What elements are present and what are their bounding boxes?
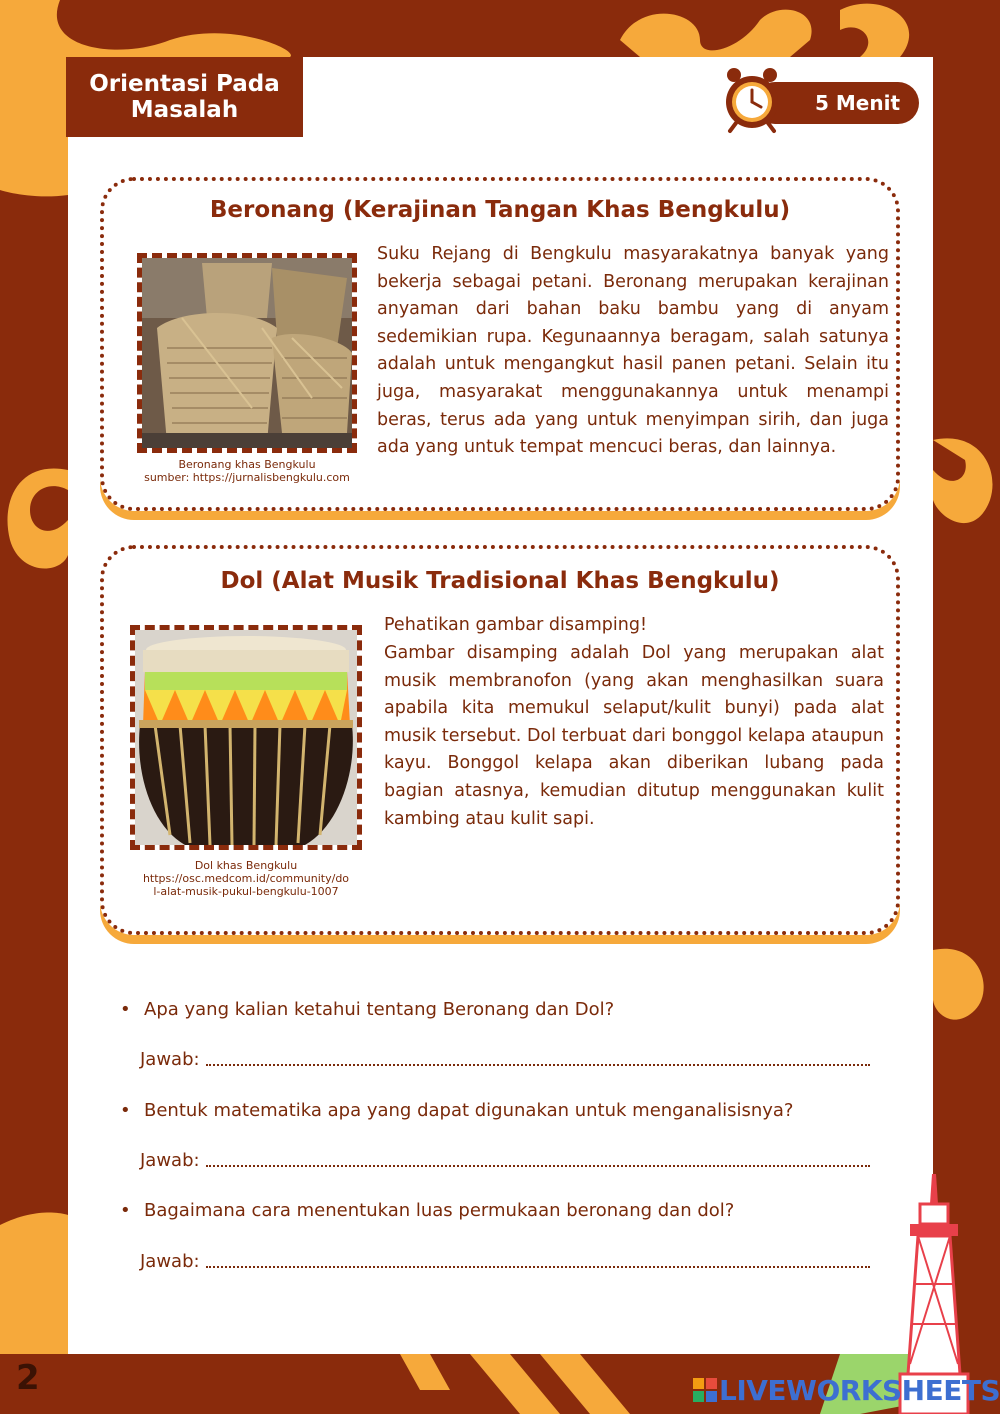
orange-blob-bottom-left (0, 1213, 68, 1355)
beronang-caption-line1: Beronang khas Bengkulu (178, 458, 316, 471)
answer-2-line[interactable] (206, 1153, 870, 1167)
beronang-photo (137, 253, 357, 453)
orange-swirl-top (620, 10, 812, 57)
dol-title: Dol (Alat Musik Tradisional Khas Bengkulu) (220, 568, 780, 594)
page-number: 2 (16, 1358, 40, 1398)
answer-3 (140, 1251, 870, 1272)
woven-basket-image (142, 258, 352, 448)
section-tag-line1: Orientasi Pada (89, 71, 280, 97)
beronang-caption-source: sumber: https://jurnalisbengkulu.com (144, 471, 350, 484)
dol-caption-line1: Dol khas Bengkulu (194, 859, 298, 872)
answer-3-line[interactable] (206, 1254, 870, 1268)
orange-spiral-left (7, 468, 68, 568)
answer-2-label: Jawab: (140, 1150, 200, 1171)
beronang-caption (124, 458, 370, 484)
dol-description: Gambar disamping adalah Dol yang merupakan alat musik membranofon (yang akan menghasilkan suara apabila kita memukul selaput/kulit bunyi) pada alat musik tersebut. Dol terbuat dari bonggol kelapa ataupun kayu. Bonggol kelapa akan diberikan lubang pada bagian atasnya, kemudian ditutup menggunakan kulit kambing atau kulit sapi. (384, 643, 884, 829)
answer-2 (140, 1150, 870, 1171)
answer-3-label: Jawab: (140, 1251, 200, 1272)
section-tag (66, 57, 303, 137)
beronang-description: Suku Rejang di Bengkulu masyarakatnya banyak yang bekerja sebagai petani. Beronang merupakan kerajinan anyaman dari bahan baku bambu yang di anyam sedemikian rupa. Kegunaannya beragam, salah satunya adalah untuk mengangkut hasil panen petani. Selain itu juga, masyarakat menggunakannya untuk menampi beras, terus ada yang untuk menyimpan sirih, dan juga ada yang untuk tempat mencuci beras, dan lainnya. (377, 244, 889, 458)
timer-badge (722, 65, 922, 135)
bullet-icon: • (120, 1200, 131, 1221)
liveworksheets-logo-icon (693, 1378, 717, 1402)
dol-caption-source-1: https://osc.medcom.id/community/do (142, 872, 350, 885)
orange-swirl-right (933, 438, 993, 523)
dol-card (100, 545, 900, 935)
answer-1 (140, 1049, 870, 1070)
dol-caption-source-2: l-alat-musik-pukul-bengkulu-1007 (153, 885, 339, 898)
section-tag-line2: Masalah (130, 97, 239, 123)
orange-stripes-bottom (400, 1354, 630, 1414)
timer-label: 5 Menit (754, 82, 919, 124)
answer-1-label: Jawab: (140, 1049, 200, 1070)
question-2-text: Bentuk matematika apa yang dapat digunakan untuk menganalisisnya? (144, 1100, 794, 1121)
liveworksheets-watermark (693, 1372, 1000, 1408)
question-3-text: Bagaimana cara menentukan luas permukaan beronang dan dol? (144, 1200, 735, 1221)
dol-photo (130, 625, 362, 850)
orange-swirl-top-right (840, 4, 909, 57)
question-1-text: Apa yang kalian ketahui tentang Beronang dan Dol? (144, 999, 615, 1020)
bullet-icon: • (120, 1100, 131, 1121)
dol-drum-image (135, 630, 357, 845)
watermark-text: LIVEWORKSHEETS (719, 1373, 1000, 1407)
bullet-icon: • (120, 999, 131, 1020)
orange-swirl-right-2 (933, 949, 984, 1020)
answer-1-line[interactable] (206, 1052, 870, 1066)
dol-caption (110, 859, 382, 898)
dol-intro: Pehatikan gambar disamping! (384, 615, 647, 635)
alarm-clock-icon (722, 65, 782, 135)
beronang-card (100, 177, 900, 511)
beronang-title: Beronang (Kerajinan Tangan Khas Bengkulu) (209, 197, 791, 223)
